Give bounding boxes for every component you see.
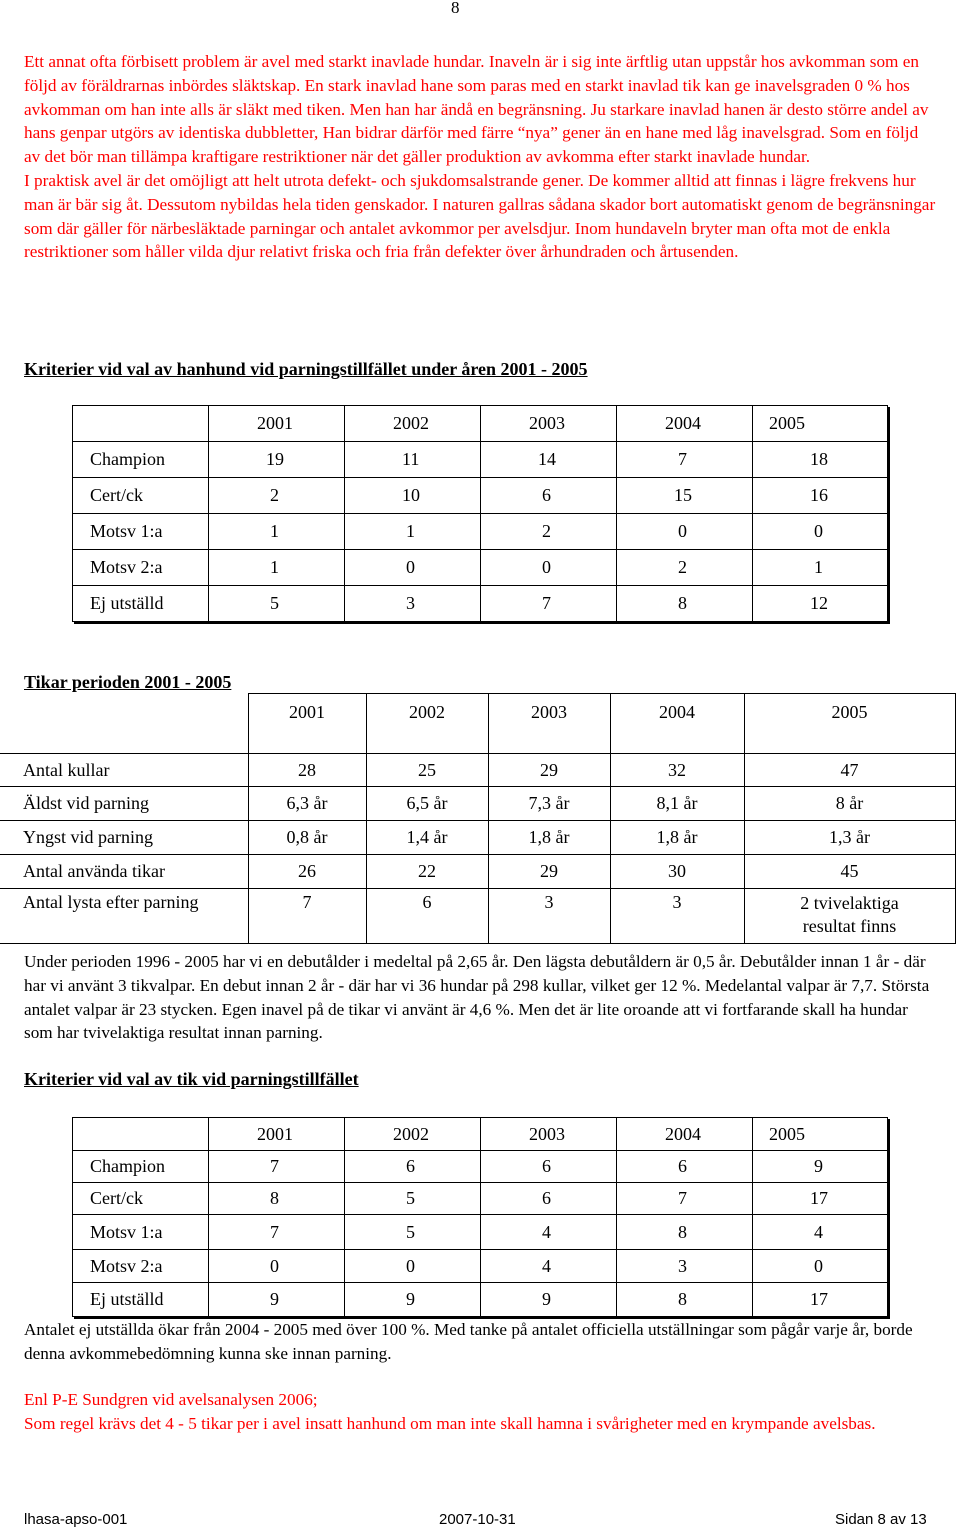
intro-sentence-4: I praktisk avel är det omöjligt att helt utrota defekt- och sjukdomsalstrande gener. De kommer alltid att finnas i lägre frekvens hur man är bär sig åt. Dessutom nybildas hela tiden genskador. I naturen gallras sådana skador bort automatiskt genom de begränsningar som där gäller för närbesläktade parningar och antalet avkommor per avelsdjur. Inom hundaveln bryter man ofta mot de enkla restriktioner som håller vilda djur relativt friska och fria från defekter över århundraden och årtusenden. bbox=[24, 170, 936, 262]
page-number: 8 bbox=[451, 0, 460, 17]
row-label: Motsv 2:a bbox=[73, 1250, 209, 1283]
table-cell: 17 bbox=[753, 1283, 888, 1317]
table-row bbox=[73, 1250, 888, 1283]
table-cell: 5 bbox=[209, 586, 345, 622]
table-cell: 2 bbox=[617, 550, 753, 586]
table-cell: 8 bbox=[617, 1283, 753, 1317]
row-label: Antal lysta efter parning bbox=[0, 889, 248, 944]
row-label: Yngst vid parning bbox=[0, 821, 248, 855]
cell-line: 2 tvivelaktiga bbox=[800, 893, 899, 913]
table-cell: 0 bbox=[617, 514, 753, 550]
table-cell: 7 bbox=[617, 1183, 753, 1215]
table-header-row bbox=[73, 406, 888, 442]
table-cell-multiline bbox=[744, 889, 955, 944]
year-header: 2004 bbox=[610, 694, 744, 754]
table-cell: 10 bbox=[345, 478, 481, 514]
table-row bbox=[73, 1215, 888, 1250]
table-header-row bbox=[0, 694, 955, 754]
year-header: 2001 bbox=[248, 694, 366, 754]
table-cell: 9 bbox=[209, 1283, 345, 1317]
table-cell: 0 bbox=[345, 1250, 481, 1283]
footer-date: 2007-10-31 bbox=[439, 1511, 516, 1528]
table-cell: 1,4 år bbox=[366, 821, 488, 855]
table-cell: 4 bbox=[481, 1250, 617, 1283]
year-header: 2001 bbox=[209, 1118, 345, 1151]
table-cell: 3 bbox=[345, 586, 481, 622]
table-cell: 29 bbox=[488, 855, 610, 889]
table-row bbox=[0, 821, 955, 855]
footer-document-id: lhasa-apso-001 bbox=[24, 1511, 128, 1528]
table3-heading: Kriterier vid val av tik vid parningstillfället bbox=[24, 1069, 359, 1089]
table-cell: 8 bbox=[617, 1215, 753, 1250]
table-header-row bbox=[73, 1118, 888, 1151]
quote-line-2: Som regel krävs det 4 - 5 tikar per i avel insatt hanhund om man inte skall hamna i svårigheter med en krympande avelsbas. bbox=[24, 1413, 876, 1433]
row-label: Motsv 1:a bbox=[73, 514, 209, 550]
year-header: 2004 bbox=[617, 1118, 753, 1151]
table-row bbox=[73, 1183, 888, 1215]
table-cell: 9 bbox=[345, 1283, 481, 1317]
intro-sentence-2: Ju starkare inavlad hanen är desto större andel av hans genpar utgörs av identiska dubbletter, Han bidrar därför med färre “nya” gener än en hane med låg inavelsgrad. bbox=[24, 99, 929, 143]
debut-age-paragraph: Under perioden 1996 - 2005 har vi en debutålder i medeltal på 2,65 år. Den lägsta debutåldern är 0,5 år. Debutålder innan 1 år - där har vi använt 3 tikvalpar. En debut innan 2 år - där har vi 36 hundar på 298 kullar, vilket ger 12 %. Medelantal valpar är 7,7. Största antalet valpar är 23 stycken. Egen inavel på de tikar vi använt är 4,6 %. Men det är lite oroande att vi fortfarande skall ha hundar som har tvivelaktiga resultat innan parning. bbox=[24, 952, 930, 1043]
table-cell: 6 bbox=[617, 1151, 753, 1183]
female-criteria-table bbox=[72, 1117, 888, 1317]
table-cell: 3 bbox=[610, 889, 744, 944]
empty-cell bbox=[73, 406, 209, 442]
row-label: Motsv 2:a bbox=[73, 550, 209, 586]
year-header: 2004 bbox=[617, 406, 753, 442]
table-cell: 7 bbox=[248, 889, 366, 944]
table-cell: 5 bbox=[345, 1215, 481, 1250]
intro-sentence-3: Som en följd av det bör man tillämpa kraftigare restriktioner när det gäller produktion av avkomma efter starkt inavlade hundar. bbox=[24, 123, 919, 167]
table-cell: 8 år bbox=[744, 787, 955, 821]
row-label: Antal kullar bbox=[0, 754, 248, 787]
quote-line-1: Enl P-E Sundgren vid avelsanalysen 2006; bbox=[24, 1390, 318, 1409]
table-cell: 17 bbox=[753, 1183, 888, 1215]
table-cell: 1,8 år bbox=[610, 821, 744, 855]
table-row bbox=[73, 1151, 888, 1183]
table-row bbox=[0, 754, 955, 787]
year-header: 2003 bbox=[488, 694, 610, 754]
table-cell: 25 bbox=[366, 754, 488, 787]
year-header: 2001 bbox=[209, 406, 345, 442]
table-cell: 2 bbox=[481, 514, 617, 550]
table-cell: 7 bbox=[481, 586, 617, 622]
row-label: Motsv 1:a bbox=[73, 1215, 209, 1250]
table-cell: 1 bbox=[345, 514, 481, 550]
table-row bbox=[0, 889, 955, 944]
table-cell: 6 bbox=[481, 1183, 617, 1215]
intro-sentence-1: Ett annat ofta förbisett problem är avel med starkt inavlade hundar. Inaveln är i sig inte ärftlig utan uppstår hos avkomman som en följd av föräldrarnas inbördes släktskap. En stark inavlad hane som paras med en starkt inavlad tik kan ge inavelsgraden 0 % hos avkomman om han inte alls är släkt med tiken. Men han har ändå en begränsning. bbox=[24, 52, 919, 119]
empty-cell bbox=[73, 1118, 209, 1151]
table-cell: 9 bbox=[481, 1283, 617, 1317]
table-row bbox=[73, 442, 888, 478]
table-cell: 7 bbox=[209, 1151, 345, 1183]
table-cell: 4 bbox=[481, 1215, 617, 1250]
table-cell: 8,1 år bbox=[610, 787, 744, 821]
table-row bbox=[0, 787, 955, 821]
table-cell: 1,8 år bbox=[488, 821, 610, 855]
year-header: 2005 bbox=[753, 406, 888, 442]
unexhibited-paragraph: Antalet ej utställda ökar från 2004 - 2005 med över 100 %. Med tanke på antalet officiella utställningar som pågår varje år, borde denna avkommebedömning kunna ske innan parning. bbox=[24, 1320, 913, 1363]
female-period-table bbox=[0, 693, 956, 944]
table-cell: 30 bbox=[610, 855, 744, 889]
male-criteria-table bbox=[72, 405, 888, 622]
table-row bbox=[73, 550, 888, 586]
table2-heading: Tikar perioden 2001 - 2005 bbox=[24, 672, 232, 692]
row-label: Äldst vid parning bbox=[0, 787, 248, 821]
row-label: Antal använda tikar bbox=[0, 855, 248, 889]
year-header: 2003 bbox=[481, 1118, 617, 1151]
table-cell: 6,5 år bbox=[366, 787, 488, 821]
row-label: Ej utställd bbox=[73, 1283, 209, 1317]
table-cell: 15 bbox=[617, 478, 753, 514]
table-cell: 7,3 år bbox=[488, 787, 610, 821]
table-cell: 6 bbox=[481, 1151, 617, 1183]
table-cell: 47 bbox=[744, 754, 955, 787]
table-cell: 0 bbox=[209, 1250, 345, 1283]
year-header: 2003 bbox=[481, 406, 617, 442]
year-header: 2005 bbox=[753, 1118, 888, 1151]
table-cell: 16 bbox=[753, 478, 888, 514]
year-header: 2005 bbox=[744, 694, 955, 754]
footer-page-count: Sidan 8 av 13 bbox=[835, 1511, 927, 1528]
table-cell: 6,3 år bbox=[248, 787, 366, 821]
cell-line: resultat finns bbox=[802, 916, 897, 936]
year-header: 2002 bbox=[345, 1118, 481, 1151]
row-label: Ej utställd bbox=[73, 586, 209, 622]
table-cell: 14 bbox=[481, 442, 617, 478]
table1-heading: Kriterier vid val av hanhund vid parningstillfället under åren 2001 - 2005 bbox=[24, 359, 588, 379]
row-label: Cert/ck bbox=[73, 478, 209, 514]
table-cell: 0 bbox=[753, 1250, 888, 1283]
table-row bbox=[0, 855, 955, 889]
table-cell: 1 bbox=[209, 550, 345, 586]
table-row bbox=[73, 1283, 888, 1317]
table-cell: 9 bbox=[753, 1151, 888, 1183]
table-cell: 3 bbox=[488, 889, 610, 944]
table-cell: 18 bbox=[753, 442, 888, 478]
row-label: Champion bbox=[73, 1151, 209, 1183]
table-cell: 6 bbox=[345, 1151, 481, 1183]
table-cell: 8 bbox=[209, 1183, 345, 1215]
table-cell: 3 bbox=[617, 1250, 753, 1283]
table-cell: 1,3 år bbox=[744, 821, 955, 855]
table-cell: 19 bbox=[209, 442, 345, 478]
table-cell: 8 bbox=[617, 586, 753, 622]
row-label: Cert/ck bbox=[73, 1183, 209, 1215]
table-cell: 12 bbox=[753, 586, 888, 622]
intro-paragraph bbox=[24, 50, 938, 264]
table-cell: 5 bbox=[345, 1183, 481, 1215]
table-cell: 7 bbox=[617, 442, 753, 478]
quote-paragraph bbox=[24, 1388, 938, 1436]
table-cell: 22 bbox=[366, 855, 488, 889]
table-cell: 29 bbox=[488, 754, 610, 787]
table-cell: 6 bbox=[366, 889, 488, 944]
table-row bbox=[73, 514, 888, 550]
table-cell: 7 bbox=[209, 1215, 345, 1250]
table-cell: 26 bbox=[248, 855, 366, 889]
table-cell: 0 bbox=[753, 514, 888, 550]
table-cell: 0 bbox=[345, 550, 481, 586]
table-cell: 6 bbox=[481, 478, 617, 514]
table-cell: 0 bbox=[481, 550, 617, 586]
table-row bbox=[73, 478, 888, 514]
table-cell: 32 bbox=[610, 754, 744, 787]
empty-cell bbox=[0, 694, 248, 754]
table-cell: 0,8 år bbox=[248, 821, 366, 855]
year-header: 2002 bbox=[345, 406, 481, 442]
table-cell: 11 bbox=[345, 442, 481, 478]
table-cell: 45 bbox=[744, 855, 955, 889]
table-cell: 28 bbox=[248, 754, 366, 787]
table-cell: 1 bbox=[209, 514, 345, 550]
row-label: Champion bbox=[73, 442, 209, 478]
table-cell: 4 bbox=[753, 1215, 888, 1250]
table-row bbox=[73, 586, 888, 622]
table-cell: 1 bbox=[753, 550, 888, 586]
year-header: 2002 bbox=[366, 694, 488, 754]
table-cell: 2 bbox=[209, 478, 345, 514]
